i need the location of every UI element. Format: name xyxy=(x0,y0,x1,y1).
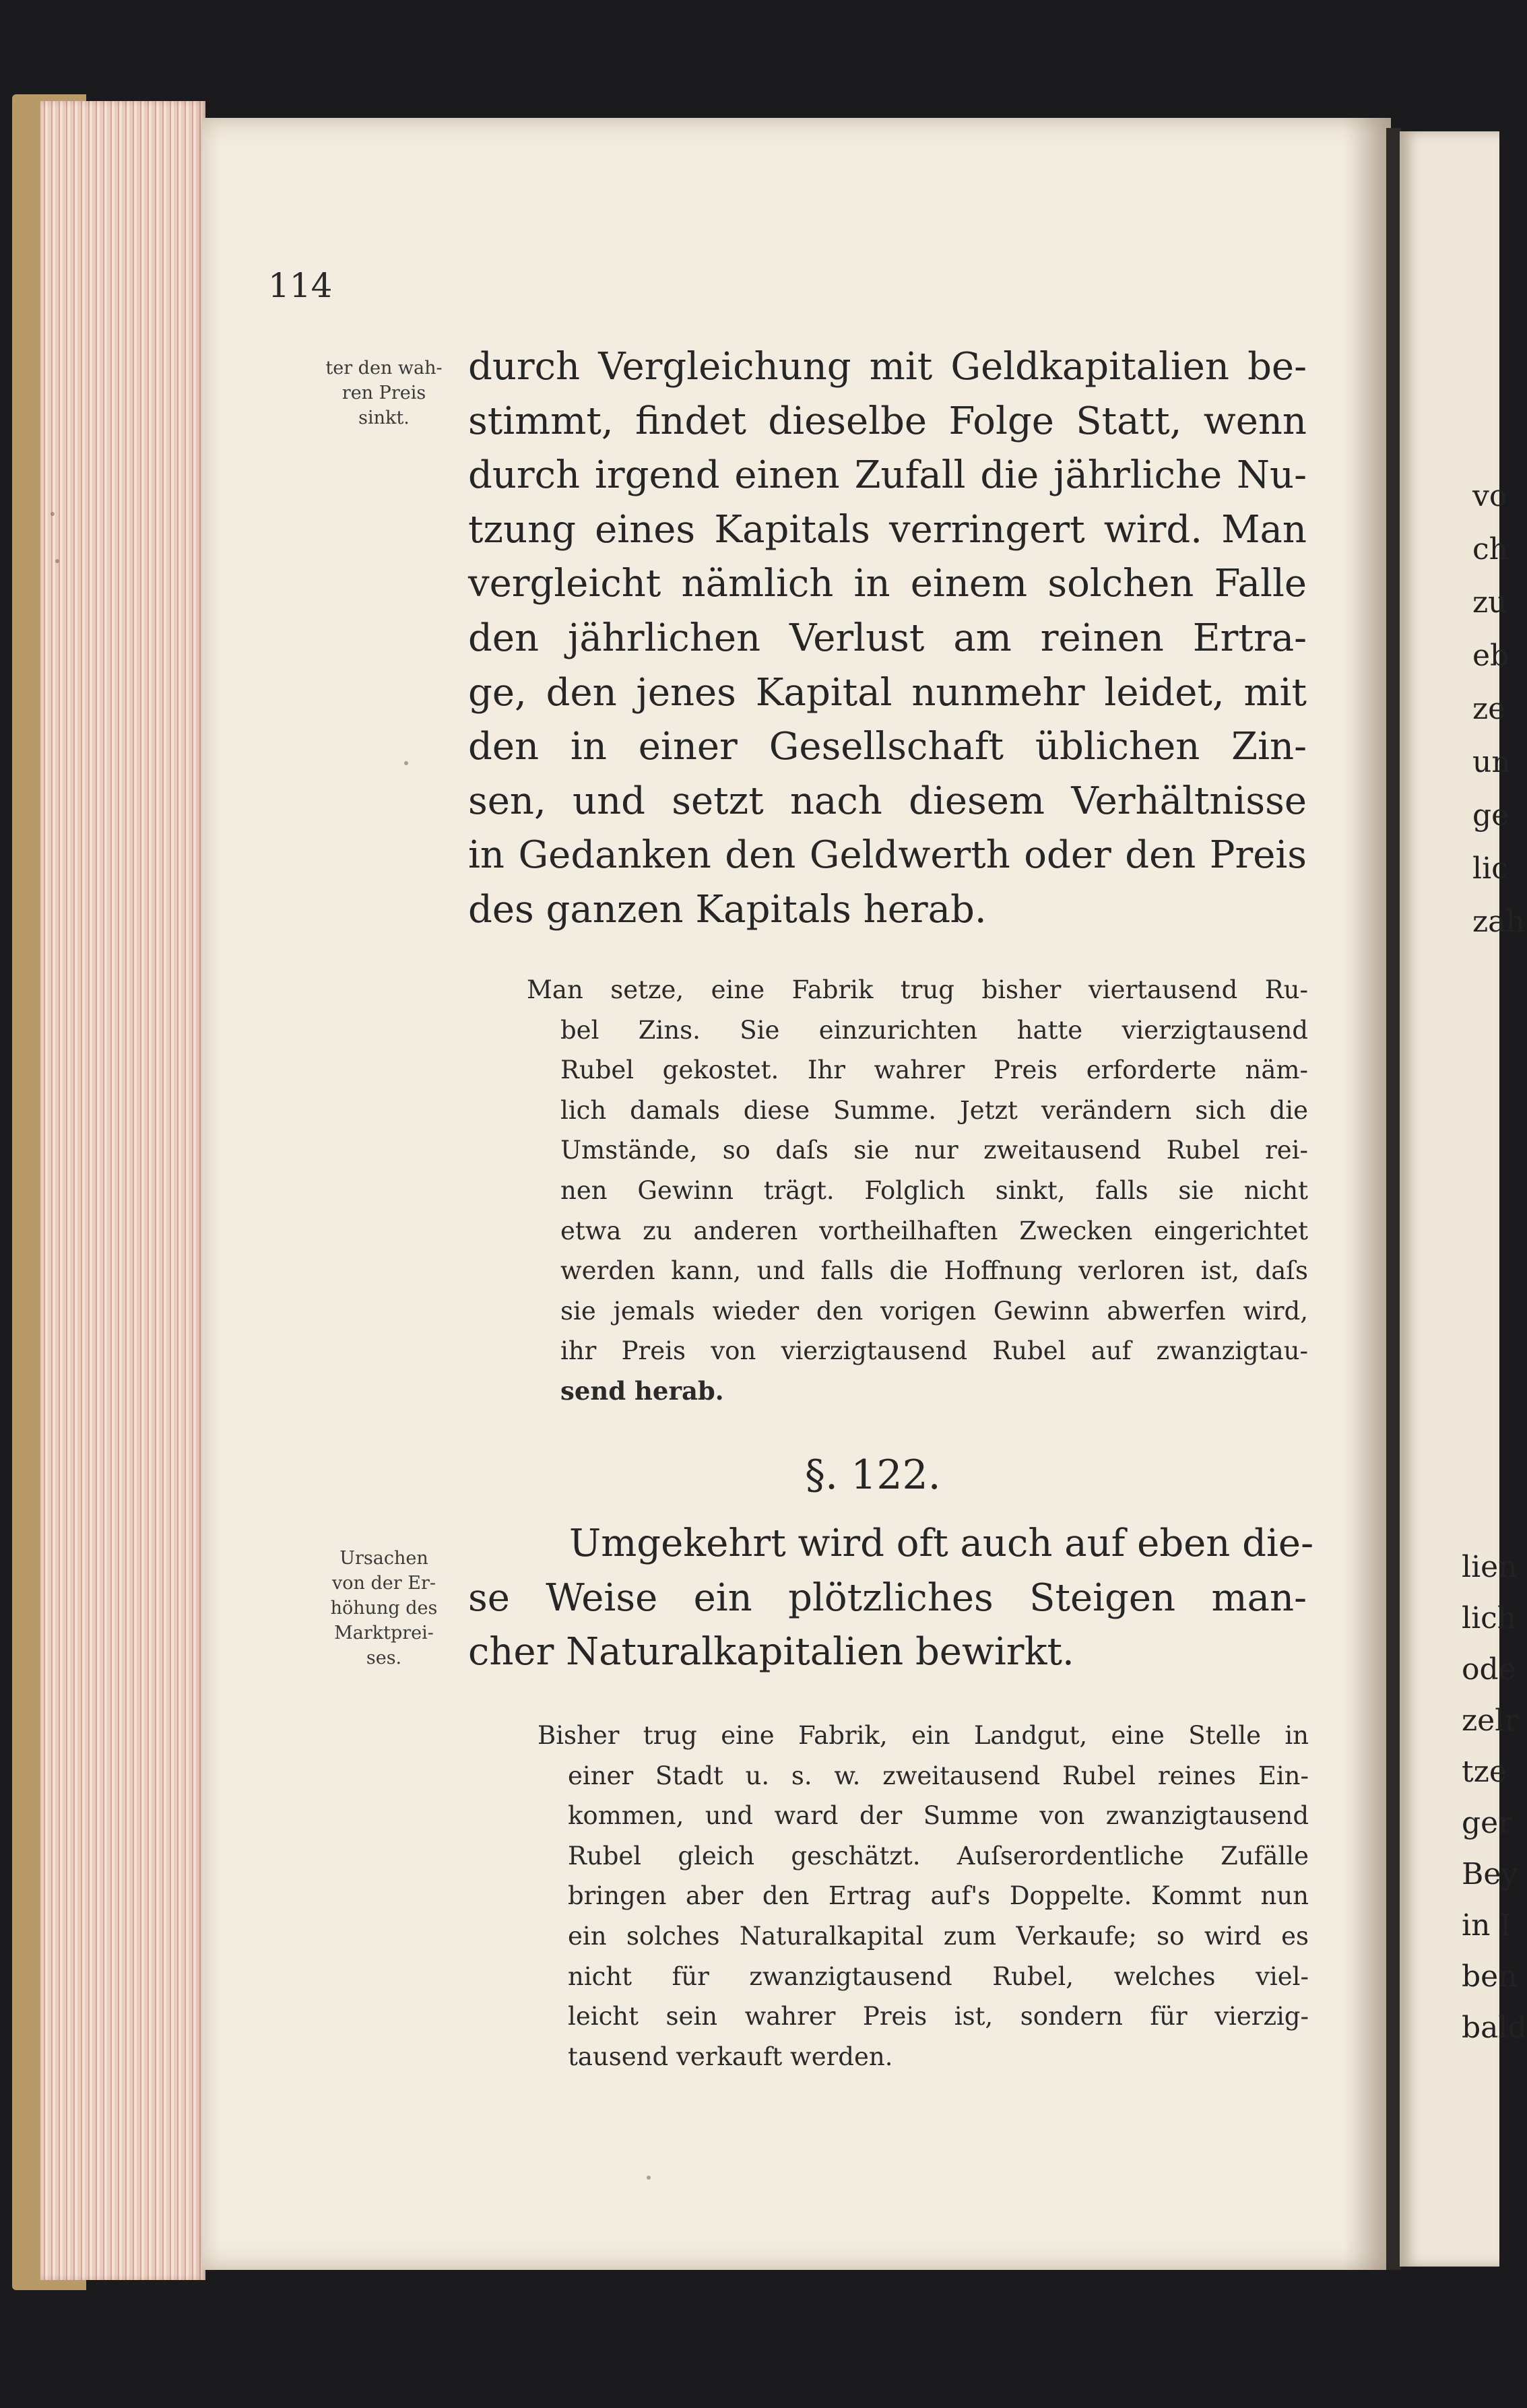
text-line: den in einer Gesellschaft üblichen Zin- xyxy=(468,725,1307,769)
page-number: 114 xyxy=(268,266,333,305)
next-page-fragment: vo xyxy=(1472,479,1507,513)
section-heading: §. 122. xyxy=(805,1452,941,1499)
example-line: kommen, und ward der Summe von zwanzigtausend xyxy=(568,1801,1309,1831)
book-gutter xyxy=(1386,128,1401,2270)
text-line: den jährlichen Verlust am reinen Ertra- xyxy=(468,616,1307,660)
example-line: einer Stadt u. s. w. zweitausend Rubel reines Ein- xyxy=(568,1761,1309,1790)
example-2 xyxy=(538,1716,1309,2077)
example-line: ihr Preis von vierzigtausend Rubel auf zwanzigtau- xyxy=(560,1336,1308,1366)
example-line: lich damals diese Summe. Jetzt verändern sich die xyxy=(560,1095,1308,1125)
margin-note-line: Marktprei- xyxy=(334,1623,434,1644)
example-line: Umstände, so daſs sie nur zweitausend Rubel rei- xyxy=(560,1136,1308,1165)
paper-speck xyxy=(51,512,55,516)
text-line: ge, den jenes Kapital nunmehr leidet, mit xyxy=(468,670,1307,715)
next-page-fragment: ben xyxy=(1462,1959,1518,1994)
paper-speck xyxy=(55,559,59,563)
next-page-fragment: tze xyxy=(1462,1755,1507,1789)
margin-note-1 xyxy=(317,356,451,430)
text-line: se Weise ein plötzliches Steigen man- xyxy=(468,1575,1307,1620)
next-page-fragment: ge xyxy=(1472,798,1509,833)
next-page-fragment: un xyxy=(1472,745,1511,779)
page-edges-stack xyxy=(40,101,205,2280)
example-line: send herab. xyxy=(560,1375,724,1406)
example-1 xyxy=(527,970,1308,1412)
next-page-fragment: in I xyxy=(1462,1908,1512,1943)
example-line: Bisher trug eine Fabrik, ein Landgut, eine Stelle in xyxy=(538,1721,1309,1750)
next-page-fragment: zah xyxy=(1472,905,1525,939)
text-line: stimmt, findet dieselbe Folge Statt, wenn xyxy=(468,399,1307,443)
example-line: sie jemals wieder den vorigen Gewinn abwerfen wird, xyxy=(560,1296,1308,1326)
next-page-fragment: Bey xyxy=(1462,1857,1518,1891)
example-line: ein solches Naturalkapital zum Verkaufe; so wird es xyxy=(568,1921,1309,1951)
text-line: vergleicht nämlich in einem solchen Falle xyxy=(468,562,1307,606)
text-line: des ganzen Kapitals herab. xyxy=(468,887,987,932)
example-line: tausend verkauft werden. xyxy=(568,2042,893,2071)
example-line: leicht sein wahrer Preis ist, sondern für vierzig- xyxy=(568,2002,1309,2031)
paragraph-1 xyxy=(468,340,1307,938)
example-line: nicht für zwanzigtausend Rubel, welches viel- xyxy=(568,1961,1309,1991)
margin-note-line: ren Preis xyxy=(342,383,426,403)
paragraph-2 xyxy=(468,1517,1313,1680)
next-page-fragment: lich xyxy=(1462,1601,1517,1635)
text-line: durch Vergleichung mit Geldkapitalien be- xyxy=(468,345,1307,389)
text-line: durch irgend einen Zufall die jährliche Nu- xyxy=(468,453,1307,498)
margin-note-line: ter den wah- xyxy=(325,358,443,379)
next-page-fragment: zu xyxy=(1472,585,1507,620)
example-line: Rubel gleich geschätzt. Auſserordentliche Zufälle xyxy=(568,1841,1309,1870)
text-line: in Gedanken den Geldwerth oder den Preis xyxy=(468,833,1307,878)
example-line: Man setze, eine Fabrik trug bisher viertausend Ru- xyxy=(527,975,1308,1004)
next-page-fragment: lien xyxy=(1462,1550,1518,1584)
text-line: cher Naturalkapitalien bewirkt. xyxy=(468,1630,1074,1674)
paper-speck xyxy=(647,2176,651,2180)
next-page-fragment: ger xyxy=(1462,1806,1513,1840)
next-page-fragment: ze xyxy=(1472,692,1506,726)
next-page-fragment: bald xyxy=(1462,2011,1527,2045)
next-page-fragment: eb xyxy=(1472,639,1509,673)
next-page-fragment: zelr xyxy=(1462,1703,1519,1738)
example-line: bringen aber den Ertrag auf's Doppelte. Kommt nun xyxy=(568,1881,1309,1911)
text-line: sen, und setzt nach diesem Verhältnisse xyxy=(468,779,1307,823)
next-page-fragment: ode xyxy=(1462,1652,1516,1687)
margin-note-line: sinkt. xyxy=(358,408,410,428)
example-line: Rubel gekostet. Ihr wahrer Preis erforderte näm- xyxy=(560,1055,1308,1085)
next-page-fragment: lic xyxy=(1472,851,1508,886)
text-line: tzung eines Kapitals verringert wird. Man xyxy=(468,507,1307,552)
example-line: bel Zins. Sie einzurichten hatte vierzigtausend xyxy=(560,1015,1308,1045)
text-line: Umgekehrt wird oft auch auf eben die- xyxy=(569,1522,1313,1565)
margin-note-line: höhung des xyxy=(330,1598,438,1619)
next-page-sliver xyxy=(1400,131,1527,2267)
margin-note-line: Ursachen xyxy=(339,1548,428,1569)
example-line: etwa zu anderen vortheilhaften Zwecken eingerichtet xyxy=(560,1216,1308,1245)
margin-note-line: ses. xyxy=(366,1648,402,1668)
paper-speck xyxy=(404,761,408,765)
page-shadow xyxy=(1344,118,1391,2270)
next-page-fragment: ch xyxy=(1472,532,1508,566)
margin-note-line: von der Er- xyxy=(332,1573,436,1594)
margin-note-2 xyxy=(306,1546,461,1670)
example-line: nen Gewinn trägt. Folglich sinkt, falls sie nicht xyxy=(560,1175,1308,1205)
example-line: werden kann, und falls die Hoffnung verloren ist, daſs xyxy=(560,1256,1308,1286)
